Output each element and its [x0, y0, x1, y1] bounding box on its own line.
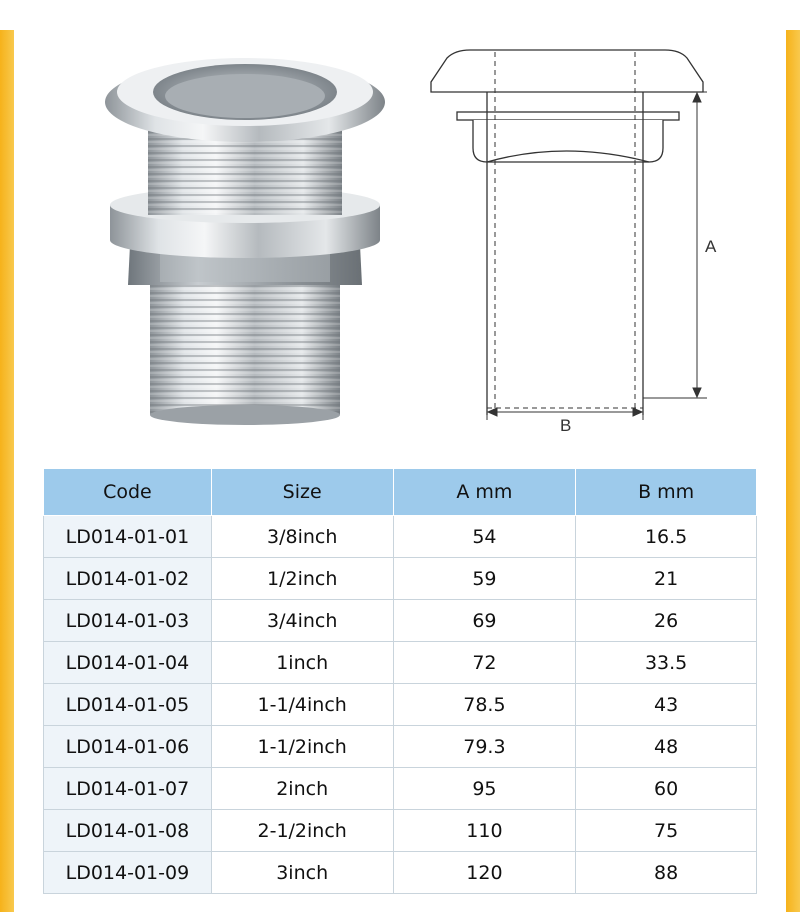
- table-row: [44, 726, 757, 768]
- a-mm-cell: 79.3: [393, 726, 576, 768]
- code-cell: LD014-01-01: [44, 516, 212, 558]
- size-cell: 1-1/4inch: [211, 684, 393, 726]
- table-row: [44, 600, 757, 642]
- size-cell: 3/4inch: [211, 600, 393, 642]
- a-mm-cell: 72: [393, 642, 576, 684]
- code-cell: LD014-01-03: [44, 600, 212, 642]
- table-row: [44, 852, 757, 894]
- table-row: [44, 642, 757, 684]
- b-mm-cell: 48: [576, 726, 757, 768]
- a-mm-cell: 110: [393, 810, 576, 852]
- b-mm-cell: 60: [576, 768, 757, 810]
- b-mm-cell: 33.5: [576, 642, 757, 684]
- size-cell: 3inch: [211, 852, 393, 894]
- header-b-mm: B mm: [576, 469, 757, 516]
- size-cell: 2-1/2inch: [211, 810, 393, 852]
- size-cell: 1/2inch: [211, 558, 393, 600]
- a-mm-cell: 54: [393, 516, 576, 558]
- spec-table: [43, 468, 757, 894]
- b-mm-cell: 75: [576, 810, 757, 852]
- b-mm-cell: 88: [576, 852, 757, 894]
- a-mm-cell: 59: [393, 558, 576, 600]
- code-cell: LD014-01-05: [44, 684, 212, 726]
- table-row: [44, 516, 757, 558]
- dimension-drawing: [425, 40, 725, 435]
- code-cell: LD014-01-02: [44, 558, 212, 600]
- header-a-mm: A mm: [393, 469, 576, 516]
- table-row: [44, 768, 757, 810]
- header-code: Code: [44, 469, 212, 516]
- a-mm-cell: 95: [393, 768, 576, 810]
- b-mm-cell: 43: [576, 684, 757, 726]
- left-accent-bar: [0, 30, 14, 912]
- code-cell: LD014-01-07: [44, 768, 212, 810]
- b-mm-cell: 26: [576, 600, 757, 642]
- code-cell: LD014-01-06: [44, 726, 212, 768]
- b-mm-cell: 16.5: [576, 516, 757, 558]
- a-mm-cell: 69: [393, 600, 576, 642]
- code-cell: LD014-01-04: [44, 642, 212, 684]
- right-accent-bar: [786, 30, 800, 912]
- size-cell: 1inch: [211, 642, 393, 684]
- table-header-row: [44, 469, 757, 516]
- dimension-a-label: A: [705, 237, 717, 256]
- table-row: [44, 684, 757, 726]
- size-cell: 1-1/2inch: [211, 726, 393, 768]
- dimension-b-label: B: [560, 416, 572, 435]
- size-cell: 2inch: [211, 768, 393, 810]
- product-photo: [100, 40, 390, 425]
- table-row: [44, 810, 757, 852]
- table-row: [44, 558, 757, 600]
- a-mm-cell: 78.5: [393, 684, 576, 726]
- header-size: Size: [211, 469, 393, 516]
- code-cell: LD014-01-09: [44, 852, 212, 894]
- size-cell: 3/8inch: [211, 516, 393, 558]
- code-cell: LD014-01-08: [44, 810, 212, 852]
- a-mm-cell: 120: [393, 852, 576, 894]
- b-mm-cell: 21: [576, 558, 757, 600]
